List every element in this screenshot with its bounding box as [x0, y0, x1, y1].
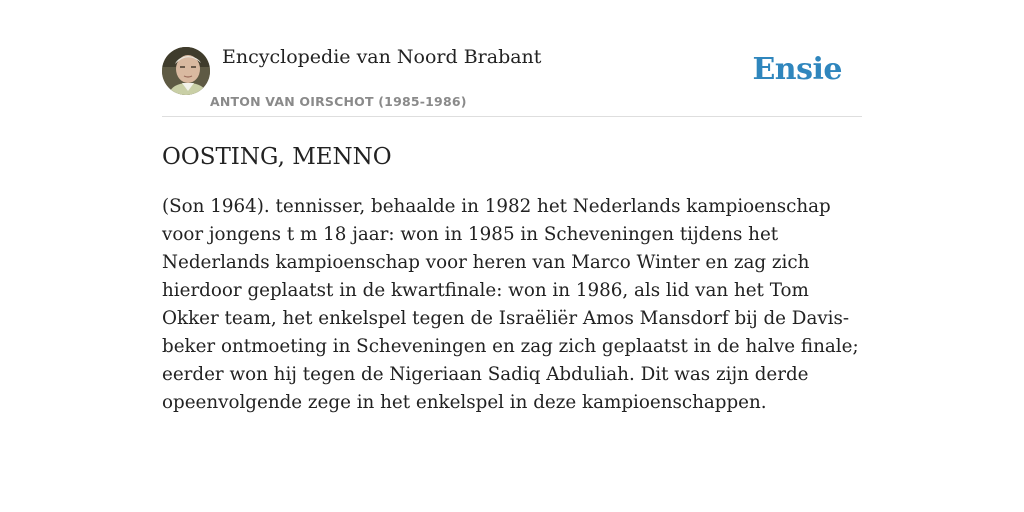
author-name[interactable]: ANTON VAN OIRSCHOT (1985-1986)	[210, 94, 467, 109]
entry-header	[162, 0, 862, 117]
author-portrait-icon	[162, 47, 210, 95]
author-avatar[interactable]	[162, 47, 210, 95]
entry-body: (Son 1964). tennisser, behaalde in 1982 het Nederlands kampioenschap voor jongens t m 18 jaar: won in 1985 in Scheveningen tijdens het Nederlands kampioenschap voor heren van Marco Winter en zag zich hierdoor geplaatst in de kwartfinale: won in 1986, als lid van het Tom Okker team, het enkelspel tegen de Israëliër Amos Mansdorf bij de Davis-beker ontmoeting in Scheveningen en zag zich geplaatst in de halve finale; eerder won hij tegen de Nigeriaan Sadiq Abduliah. Dit was zijn derde opeenvolgende zege in het enkelspel in deze kampioenschappen.	[162, 196, 859, 413]
ensie-logo[interactable]: Ensie	[752, 52, 842, 87]
source-title[interactable]: Encyclopedie van Noord Brabant	[222, 46, 542, 68]
entry-title: OOSTING, MENNO	[162, 144, 392, 170]
entry-card	[162, 0, 862, 417]
